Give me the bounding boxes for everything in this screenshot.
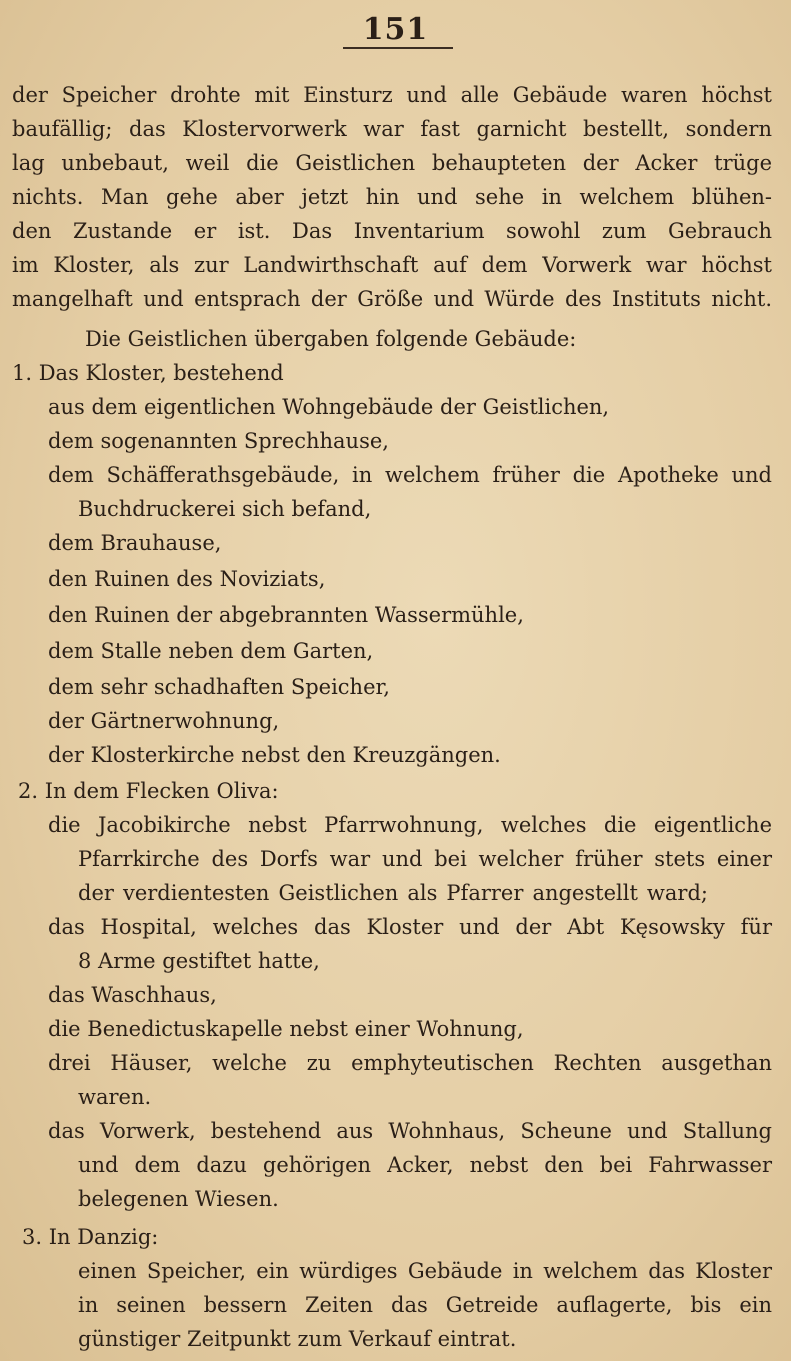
list-item: einen Speicher, ein würdiges Gebäude in welchem das Kloster (78, 1259, 772, 1283)
text-line: lag unbebaut, weil die Geistlichen behaupteten der Acker trüge (12, 151, 772, 175)
list-item: dem sogenannten Sprechhause, (48, 429, 389, 453)
page-number-rule (343, 47, 453, 49)
list-item-continuation: Pfarrkirche des Dorfs war und bei welcher früher stets einer (78, 847, 772, 871)
text-line: mangelhaft und entsprach der Größe und Würde des Instituts nicht. (12, 287, 772, 311)
section-heading: 2. In dem Flecken Oliva: (18, 779, 279, 803)
text-line: im Kloster, als zur Landwirthschaft auf dem Vorwerk war höchst (12, 253, 772, 277)
list-item-continuation: 8 Arme gestiftet hatte, (78, 949, 320, 973)
section-heading: 3. In Danzig: (22, 1225, 159, 1249)
text-line: baufällig; das Klostervorwerk war fast garnicht bestellt, sondern (12, 117, 772, 141)
list-item: dem Stalle neben dem Garten, (48, 639, 374, 663)
page-number: 151 (362, 12, 429, 47)
section-heading: 1. Das Kloster, bestehend (12, 361, 284, 385)
list-item: die Benedictuskapelle nebst einer Wohnung, (48, 1017, 524, 1041)
text-line: der Speicher drohte mit Einsturz und alle Gebäude waren höchst (12, 83, 772, 107)
text-line: den Zustande er ist. Das Inventarium sowohl zum Gebrauch (12, 219, 772, 243)
list-item: aus dem eigentlichen Wohngebäude der Geistlichen, (48, 395, 610, 419)
list-item: das Vorwerk, bestehend aus Wohnhaus, Scheune und Stallung (48, 1119, 772, 1143)
list-item: dem sehr schadhaften Speicher, (48, 675, 390, 699)
list-item: der Gärtnerwohnung, (48, 709, 280, 733)
list-item-continuation: waren. (78, 1085, 152, 1109)
list-item: das Hospital, welches das Kloster und der Abt Kęsowsky für (48, 915, 772, 939)
list-item: der Klosterkirche nebst den Kreuzgängen. (48, 743, 501, 767)
list-item: den Ruinen des Noviziats, (48, 567, 326, 591)
list-item: dem Brauhause, (48, 531, 222, 555)
list-item: den Ruinen der abgebrannten Wassermühle, (48, 603, 524, 627)
list-item-continuation: Buchdruckerei sich befand, (78, 497, 372, 521)
list-item: dem Schäfferathsgebäude, in welchem früher die Apotheke und (48, 463, 772, 487)
list-item: die Jacobikirche nebst Pfarrwohnung, welches die eigentliche (48, 813, 772, 837)
list-item: das Waschhaus, (48, 983, 217, 1007)
list-item: drei Häuser, welche zu emphyteutischen Rechten ausgethan (48, 1051, 772, 1075)
list-item-continuation: der verdientesten Geistlichen als Pfarrer angestellt ward; (78, 881, 708, 905)
text-line: nichts. Man gehe aber jetzt hin und sehe in welchem blühen- (12, 185, 772, 209)
intro-line: Die Geistlichen übergaben folgende Gebäude: (85, 327, 577, 351)
list-item-continuation: in seinen bessern Zeiten das Getreide auflagerte, bis ein (78, 1293, 772, 1317)
list-item-continuation: und dem dazu gehörigen Acker, nebst den bei Fahrwasser (78, 1153, 772, 1177)
list-item-continuation: günstiger Zeitpunkt zum Verkauf eintrat. (78, 1327, 517, 1351)
list-item-continuation: belegenen Wiesen. (78, 1187, 279, 1211)
